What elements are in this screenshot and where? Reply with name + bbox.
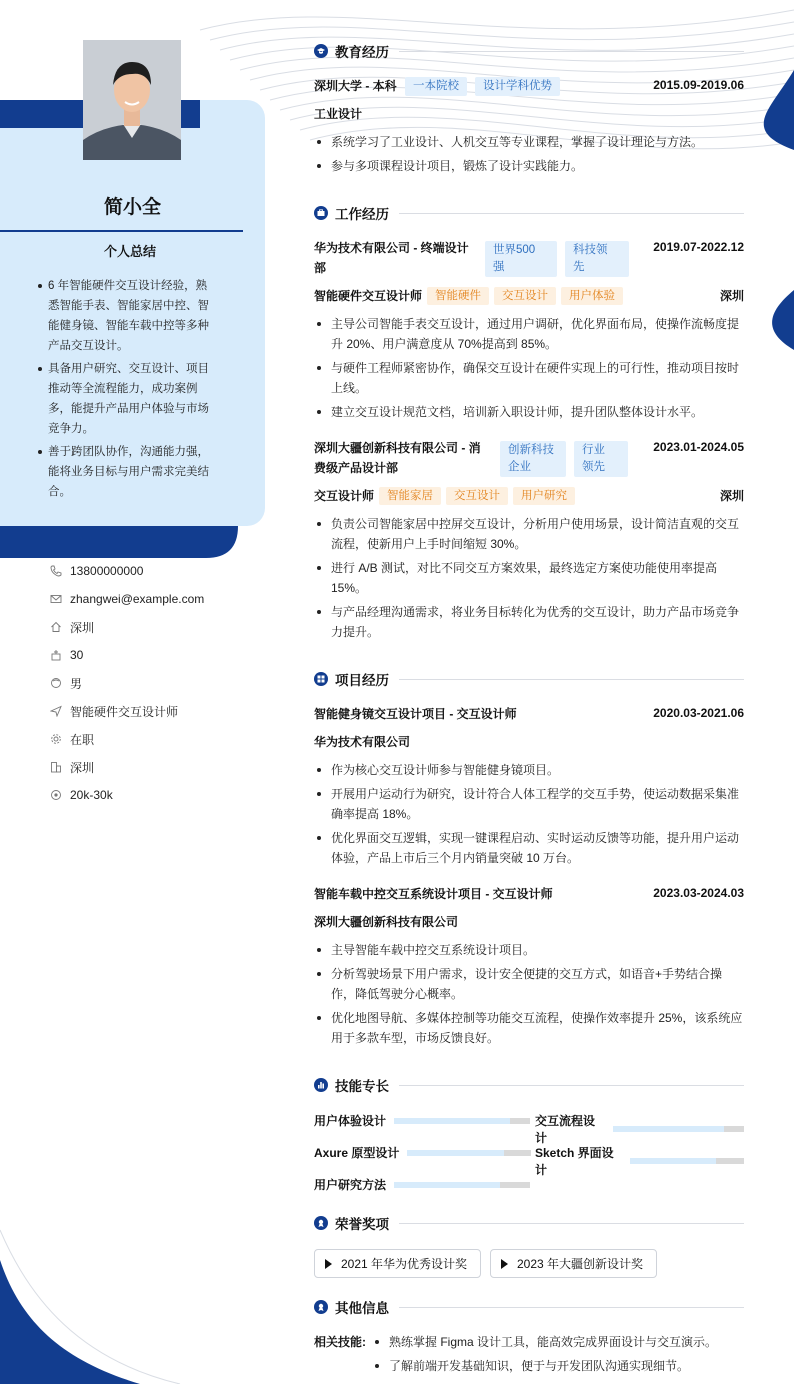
other-bullets — [372, 1332, 744, 1380]
info-status — [50, 725, 204, 753]
skills-section-header — [314, 1075, 744, 1095]
education-bullet: 系统学习了工业设计、人机交互等专业课程，掌握了设计理论与方法。 — [314, 132, 744, 152]
education-tags — [405, 77, 560, 96]
award-label: 2021 年华为优秀设计奖 — [341, 1257, 468, 1271]
education-tag: 设计学科优势 — [475, 77, 560, 96]
job-role-tag: 用户体验 — [561, 287, 623, 305]
info-email-value: zhangwei@example.com — [70, 592, 205, 606]
other-bullet: 熟练掌握 Figma 设计工具，能高效完成界面设计与交互演示。 — [372, 1332, 744, 1352]
job-date: 2019.07-2022.12 — [653, 240, 744, 254]
other-title: 其他信息 — [335, 1301, 389, 1316]
projects-section-header — [314, 669, 744, 689]
job-company — [314, 238, 479, 278]
skill-name: Sketch 界面设计 — [535, 1146, 614, 1177]
section-divider — [399, 1085, 744, 1086]
section-divider — [399, 213, 744, 214]
skill-item — [314, 1176, 530, 1193]
job-company-line: 部 — [314, 261, 327, 275]
project-bullet: 优化界面交互逻辑，实现一键课程启动、实时运动反馈等功能，提升用户运动体验，产品上市后三个月内销量突破 10 万台。 — [314, 828, 744, 868]
job-date: 2023.01-2024.05 — [653, 440, 744, 454]
age-icon — [50, 649, 62, 661]
job-bullets — [314, 314, 744, 426]
skill-bar-fill — [613, 1126, 725, 1132]
job-role-tag: 交互设计 — [446, 487, 508, 505]
job-city: 深圳 — [719, 289, 744, 303]
award-item — [314, 1249, 481, 1278]
summary-item: 善于跨团队协作，沟通能力强，能将业务目标与用户需求完美结合。 — [48, 442, 216, 502]
project-name: 智能健身镜交互设计项目 - 交互设计师 — [314, 707, 517, 721]
info-phone-value: 13800000000 — [70, 564, 144, 578]
job-company-line: 费级产品设计部 — [314, 461, 399, 475]
info-salary — [50, 781, 204, 809]
skill-name: Axure 原型设计 — [314, 1146, 400, 1160]
job-company-line: 华为技术有限公司 - 终端设计 — [314, 241, 469, 255]
skill-bar-fill — [394, 1118, 510, 1124]
graduation-cap-icon — [314, 44, 328, 58]
profile-photo — [83, 40, 181, 160]
mail-icon — [50, 593, 62, 605]
info-city — [50, 753, 204, 781]
job-company-tag: 创新科技 企业 — [500, 441, 566, 477]
skill-bar — [630, 1158, 744, 1164]
awards-section-header — [314, 1213, 744, 1233]
skill-bar — [407, 1150, 531, 1156]
info-gender — [50, 669, 204, 697]
job-bullet: 负责公司智能家居中控屏交互设计，分析用户使用场景，设计简洁直观的交互流程，使新用户上手时间缩短 30%。 — [314, 514, 744, 554]
phone-icon — [50, 565, 62, 577]
projects-title: 项目经历 — [335, 673, 389, 688]
skill-bar-fill — [407, 1150, 504, 1156]
job-company-tags — [485, 241, 629, 277]
job-company-tag: 行业 领先 — [574, 441, 628, 477]
project-date: 2023.03-2024.03 — [653, 886, 744, 900]
work-title: 工作经历 — [335, 207, 389, 222]
grid-icon — [314, 672, 328, 686]
job-role-tag: 用户研究 — [513, 487, 575, 505]
skill-name: 用户研究方法 — [314, 1178, 387, 1192]
project-bullet: 开展用户运动行为研究，设计符合人体工程学的交互手势，使运动数据采集准确率提高 18%。 — [314, 784, 744, 824]
skill-bar — [394, 1118, 530, 1124]
medal-icon — [314, 1300, 328, 1314]
job-role: 交互设计师 — [314, 489, 375, 503]
briefcase-icon — [314, 206, 328, 220]
info-phone — [50, 557, 204, 585]
project-name: 智能车载中控交互系统设计项目 - 交互设计师 — [314, 887, 553, 901]
info-age-value: 30 — [70, 648, 84, 662]
bar-chart-icon — [314, 1078, 328, 1092]
skills-title: 技能专长 — [335, 1079, 389, 1094]
awards-title: 荣誉奖项 — [335, 1217, 389, 1232]
job-company-tag: 科技领 先 — [565, 241, 629, 277]
summary-item: 6 年智能硬件交互设计经验，熟悉智能手表、智能家居中控、智能健身镜、智能车载中控等多种产品交互设计。 — [48, 276, 216, 356]
other-label: 相关技能: — [314, 1335, 366, 1349]
skill-item — [314, 1144, 531, 1161]
project-date: 2020.03-2021.06 — [653, 706, 744, 720]
info-age — [50, 641, 204, 669]
project-bullet: 分析驾驶场景下用户需求，设计安全便捷的交互方式，如语音+手势结合操作，降低驾驶分心概率。 — [314, 964, 744, 1004]
info-home — [50, 613, 204, 641]
award-label: 2023 年大疆创新设计奖 — [517, 1257, 644, 1271]
education-major: 工业设计 — [314, 107, 363, 121]
project-bullet: 主导智能车载中控交互系统设计项目。 — [314, 940, 744, 960]
job-role: 智能硬件交互设计师 — [314, 289, 423, 303]
job-company-tags — [500, 441, 628, 477]
section-divider — [399, 679, 744, 680]
play-icon — [501, 1259, 508, 1269]
send-icon — [50, 705, 62, 717]
education-date: 2015.09-2019.06 — [653, 78, 744, 92]
project-bullet: 优化地图导航、多媒体控制等功能交互流程，使操作效率提升 25%，该系统应用于多款车型，市场反馈良好。 — [314, 1008, 744, 1048]
job-role-row — [314, 486, 575, 506]
skill-name: 交互流程设计 — [535, 1114, 596, 1145]
education-tag: 一本院校 — [405, 77, 467, 96]
section-divider — [399, 1223, 744, 1224]
job-company — [314, 438, 494, 478]
skill-item — [535, 1144, 744, 1178]
skill-name: 用户体验设计 — [314, 1114, 387, 1128]
job-bullet: 进行 A/B 测试，对比不同交互方案效果，最终选定方案使功能使用率提高 15%。 — [314, 558, 744, 598]
info-gender-value: 男 — [70, 676, 83, 691]
job-company-tag: 世界500 强 — [485, 241, 557, 277]
info-position — [50, 697, 204, 725]
summary-list — [48, 276, 216, 505]
info-salary-value: 20k-30k — [70, 788, 113, 802]
job-company-line: 深圳大疆创新科技有限公司 - 消 — [314, 441, 481, 455]
project-company: 华为技术有限公司 — [314, 735, 411, 749]
skill-bar-fill — [630, 1158, 715, 1164]
gear-icon — [50, 733, 62, 745]
education-section-header — [314, 41, 744, 61]
skill-bar — [394, 1182, 530, 1188]
other-section-header — [314, 1297, 744, 1317]
project-bullets — [314, 940, 744, 1052]
name-divider — [0, 230, 243, 232]
building-icon — [50, 761, 62, 773]
work-section-header — [314, 203, 744, 223]
job-role-tag: 智能家居 — [379, 487, 441, 505]
section-divider — [399, 51, 744, 52]
play-icon — [325, 1259, 332, 1269]
info-position-value: 智能硬件交互设计师 — [70, 704, 179, 719]
education-school: 深圳大学 - 本科 — [314, 79, 397, 93]
info-email — [50, 585, 204, 613]
salary-icon — [50, 789, 62, 801]
education-bullets — [314, 132, 744, 180]
info-status-value: 在职 — [70, 732, 95, 747]
skill-item — [314, 1112, 530, 1129]
job-role-tag: 智能硬件 — [427, 287, 489, 305]
project-bullets — [314, 760, 744, 872]
education-bullet: 参与多项课程设计项目，锻炼了设计实践能力。 — [314, 156, 744, 176]
job-bullet: 与硬件工程师紧密协作，确保交互设计在硬件实现上的可行性，推动项目按时上线。 — [314, 358, 744, 398]
job-bullet: 主导公司智能手表交互设计，通过用户调研，优化界面布局，使操作流畅度提升 20%、用户满意度从 70%提高到 85%。 — [314, 314, 744, 354]
job-role-row — [314, 286, 623, 306]
job-bullet: 与产品经理沟通需求，将业务目标转化为优秀的交互设计，助力产品市场竞争力提升。 — [314, 602, 744, 642]
profile-name: 简小全 — [103, 197, 161, 218]
job-role-tag: 交互设计 — [494, 287, 556, 305]
gender-icon — [50, 677, 62, 689]
summary-title: 个人总结 — [103, 244, 156, 259]
skill-bar-fill — [394, 1182, 500, 1188]
skill-item — [535, 1112, 744, 1146]
project-company: 深圳大疆创新科技有限公司 — [314, 915, 459, 929]
job-city: 深圳 — [719, 489, 744, 503]
job-bullets — [314, 514, 744, 646]
medal-icon — [314, 1216, 328, 1230]
job-bullet: 建立交互设计规范文档，培训新入职设计师，提升团队整体设计水平。 — [314, 402, 744, 422]
section-divider — [399, 1307, 744, 1308]
info-city-value: 深圳 — [70, 760, 95, 775]
summary-item: 具备用户研究、交互设计、项目推动等全流程能力，成功案例多，能提升产品用户体验与市场竞争力。 — [48, 359, 216, 439]
contact-info-list — [50, 557, 204, 809]
home-icon — [50, 621, 62, 633]
info-home-value: 深圳 — [70, 620, 95, 635]
award-item — [490, 1249, 657, 1278]
other-bullet: 了解前端开发基础知识，便于与开发团队沟通实现细节。 — [372, 1356, 744, 1376]
skill-bar — [613, 1126, 744, 1132]
project-bullet: 作为核心交互设计师参与智能健身镜项目。 — [314, 760, 744, 780]
education-title: 教育经历 — [335, 45, 389, 60]
